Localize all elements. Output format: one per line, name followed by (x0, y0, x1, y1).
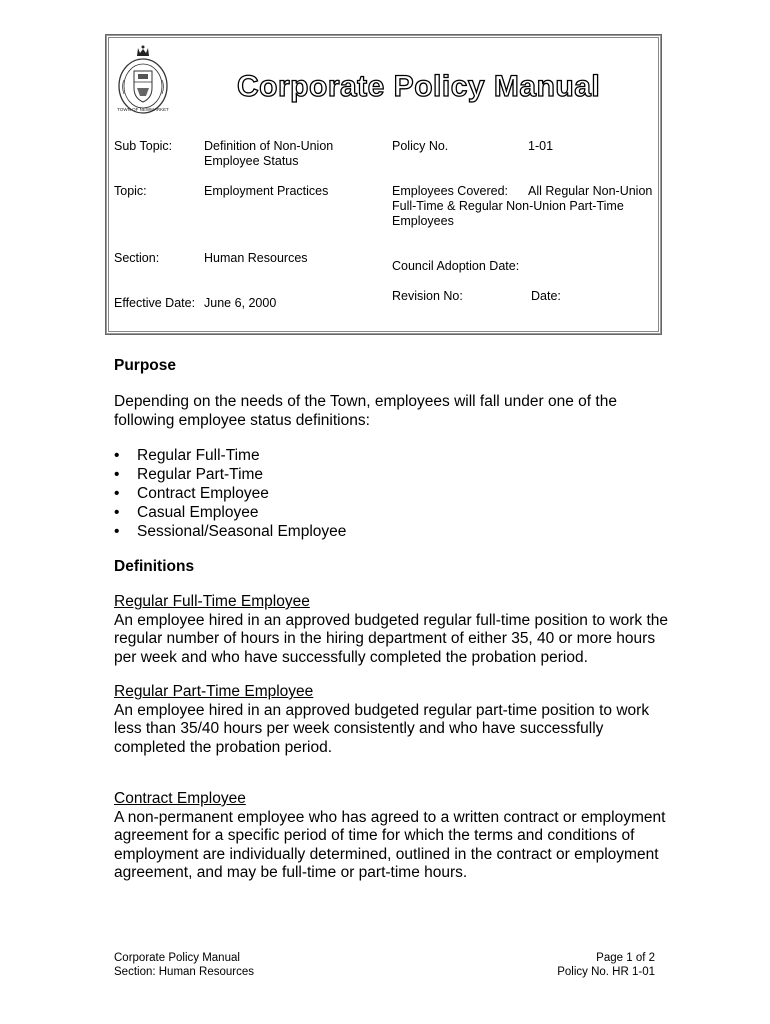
topic-label: Topic: (114, 184, 147, 198)
employees-covered-label: Employees Covered: (392, 184, 509, 198)
sub-topic-label: Sub Topic: (114, 139, 173, 153)
full-time-line-3: per week and who have successfully completed the probation period. (114, 648, 588, 666)
purpose-line-1: Depending on the needs of the Town, employees will fall under one of the (114, 393, 617, 410)
town-seal-logo (116, 44, 170, 116)
employees-covered-line1: All Regular Non-Union (528, 184, 653, 198)
list-item: • Regular Full-Time (114, 447, 260, 464)
part-time-title: Regular Part-Time Employee (114, 683, 314, 700)
footer-left (114, 951, 254, 979)
list-item: • Regular Part-Time (114, 466, 264, 483)
page-title: Corporate Policy Manual (237, 70, 601, 103)
contract-line-1: A non-permanent employee who has agreed to a written contract or employment (114, 808, 666, 826)
section-label: Section: (114, 251, 160, 265)
topic-value: Employment Practices (204, 184, 329, 198)
contract-line-2: agreement for a specific period of time for which the terms and conditions of (114, 827, 635, 844)
footer-page-number: Page 1 of 2 (596, 952, 655, 964)
list-item: • Contract Employee (114, 485, 269, 502)
policy-no-value: 1-01 (528, 139, 554, 153)
council-adoption-date-label: Council Adoption Date: (392, 259, 520, 273)
employees-covered-line2: Full-Time & Regular Non-Union Part-Time (392, 199, 624, 213)
revision-no-label: Revision No: (392, 289, 463, 303)
effective-date-label: Effective Date: (114, 296, 196, 310)
status-list (114, 446, 346, 541)
full-time-title: Regular Full-Time Employee (114, 593, 310, 610)
purpose-heading: Purpose (114, 357, 177, 374)
purpose-paragraph (114, 393, 617, 430)
part-time-line-1: An employee hired in an approved budgeted regular part-time position to work (114, 701, 650, 719)
full-time-line-2: regular number of hours in the hiring department of either 35, 40 or more hours (114, 630, 656, 647)
full-time-definition (114, 593, 668, 667)
part-time-line-2: less than 35/40 hours per week consistently and who have successfully (114, 720, 604, 737)
definitions-heading: Definitions (114, 558, 195, 575)
contract-title: Contract Employee (114, 790, 246, 807)
effective-date-value: June 6, 2000 (204, 296, 277, 310)
footer-section: Section: Human Resources (114, 966, 254, 978)
sub-topic-line1: Definition of Non-Union (204, 139, 334, 153)
policy-no-label: Policy No. (392, 139, 449, 153)
contract-definition (114, 790, 665, 883)
contract-line-3: employment are individually determined, outlined in the contract or employment (114, 845, 659, 863)
part-time-definition (114, 683, 649, 757)
footer-right (557, 951, 655, 979)
list-item: • Sessional/Seasonal Employee (114, 523, 347, 540)
employees-covered-line3: Employees (392, 214, 454, 228)
footer-manual-name: Corporate Policy Manual (114, 952, 240, 964)
revision-date-label: Date: (531, 289, 561, 303)
contract-line-4: agreement, and may be full-time or part-time hours. (114, 864, 468, 881)
full-time-line-1: An employee hired in an approved budgeted regular full-time position to work the (114, 611, 669, 629)
part-time-line-3: completed the probation period. (114, 738, 333, 756)
purpose-line-2: following employee status definitions: (114, 411, 370, 429)
section-value: Human Resources (204, 251, 308, 265)
footer-policy-number: Policy No. HR 1-01 (557, 966, 655, 978)
sub-topic-line2: Employee Status (204, 154, 299, 168)
seal-text: TOWN OF NEWMARKET (117, 107, 169, 112)
list-item: • Casual Employee (114, 504, 259, 521)
